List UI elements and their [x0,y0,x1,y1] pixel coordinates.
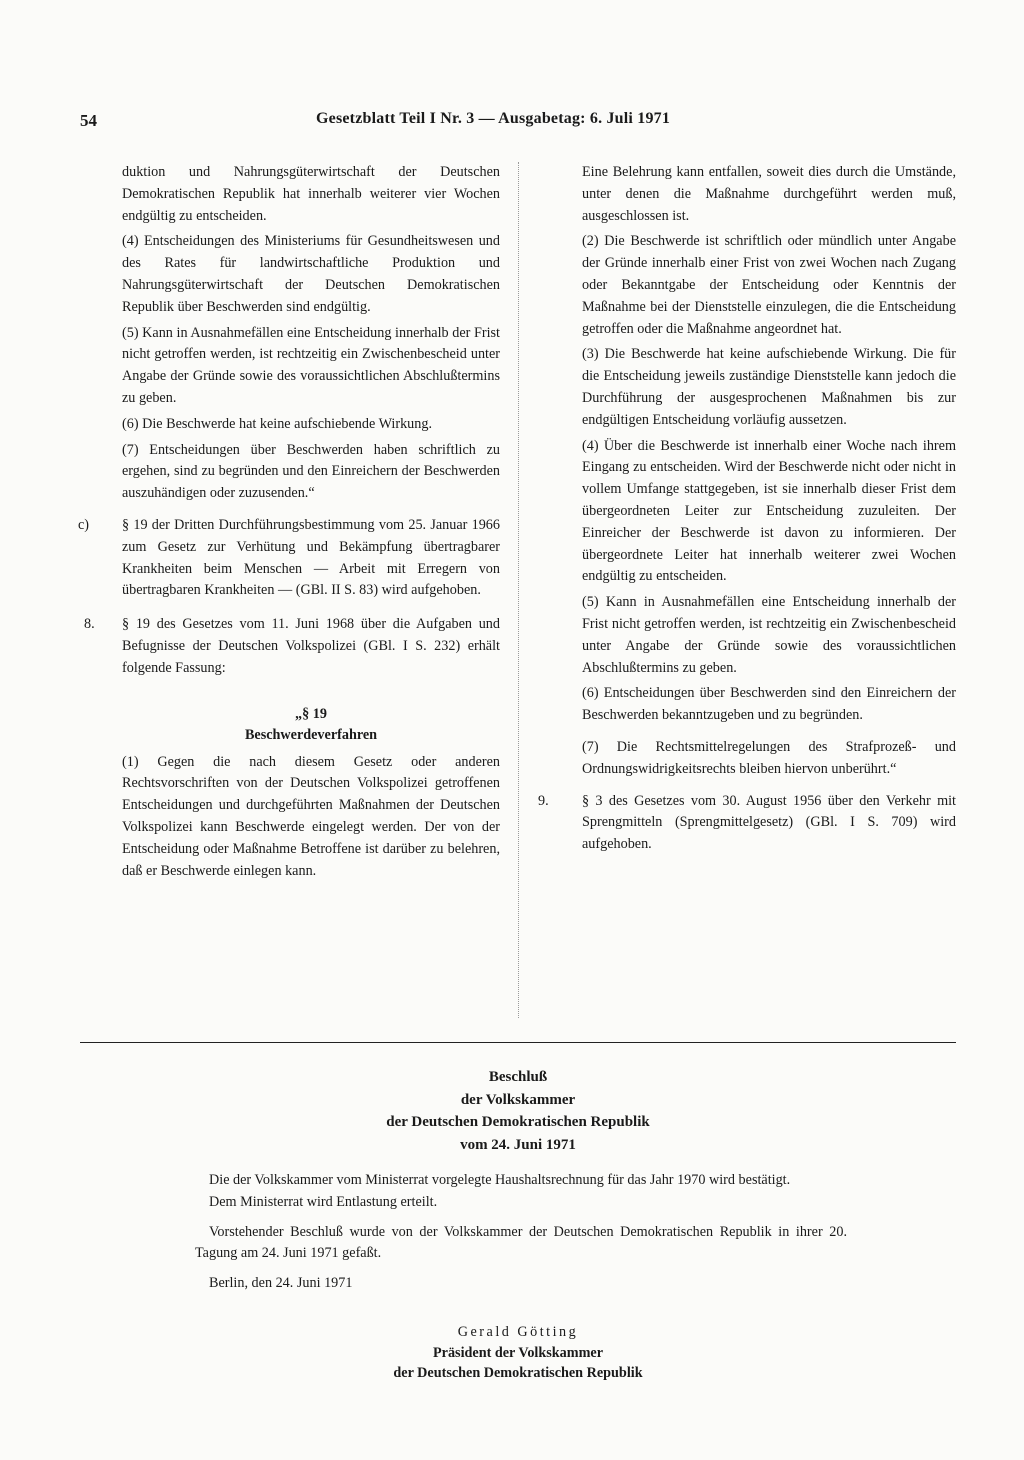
place-date: Berlin, den 24. Juni 1971 [209,1275,353,1292]
paragraph-4: (4) Entscheidungen des Ministeriums für Gesundheitswesen und des Rates für landwirtschaftliche Produktion und Nahrungsgüterwirtschaft der Deutschen Demokratischen Republik über Beschwerden sind endgültig. [122,233,500,315]
running-title: Gesetzblatt Teil I Nr. 3 — Ausgabetag: 6. Juli 1971 [316,110,671,127]
signatory-title-continued: der Deutschen Demokratischen Republik [393,1365,643,1381]
resolution-body-name: der Volkskammer [460,1091,576,1108]
paragraph-s1: (1) Gegen die nach diesem Gesetz oder anderen Rechtsvorschriften von der Deutschen Volkspolizei getroffenen Entscheidungen und durchgeführten Maßnahmen der Deutschen Volkspolizei kann Beschwerde eingelegt werden. Der von der Entscheidung oder Maßnahme Betroffene ist darüber zu belehren, daß er Beschwerde einlegen kann. [122,753,500,879]
section-heading [122,704,500,746]
list-item-text: § 3 des Gesetzes vom 30. August 1956 über den Verkehr mit Sprengmitteln (Sprengmittelgesetz) (GBl. I S. 709) wird aufgehoben. [582,792,956,853]
left-column [78,162,500,886]
paragraph-s6: (6) Entscheidungen über Beschwerden sind den Einreichern der Beschwerden bekanntzugeben und zu begründen. [582,685,956,724]
paragraph-s3: (3) Die Beschwerde hat keine aufschiebende Wirkung. Die für die Entscheidung jeweils zuständige Dienststelle kann jedoch die Durchführung der ausgesprochenen Maßnahmen bis zur endgültigen Entscheidung vorläufig aussetzen. [582,346,956,428]
section-divider [80,1042,956,1043]
paragraph-7: (7) Entscheidungen über Beschwerden haben schriftlich zu ergehen, sind zu begründen und den Einreichern der Beschwerden auszuhändigen oder zuzusenden.“ [122,441,500,502]
resolution-paragraph-2: Dem Ministerrat wird Entlastung erteilt. [209,1193,438,1210]
list-marker: c) [78,516,90,533]
paragraph-s5: (5) Kann in Ausnahmefällen eine Entscheidung innerhalb der Frist nicht getroffen werden, ist rechtzeitig ein Zwischenbescheid unter Angabe der Gründe sowie des voraussichtlichen Abschlußtermins zu geben. [582,594,956,676]
paragraph-s4: (4) Über die Beschwerde ist innerhalb einer Woche nach ihrem Eingang zu entscheiden. Wird der Beschwerde nicht oder nicht in vollem Umfange stattgegeben, ist sie innerhalb dieser Frist dem übergeordneten Leiter zur Entscheidung zuzuleiten. Der Einreicher der Beschwerde ist davon zu informieren. Der übergeordnete Leiter hat innerhalb weiterer zwei Wochen endgültig zu entscheiden. [582,437,956,585]
page-number: 54 [80,111,97,130]
signatory-name: Gerald Götting [457,1324,579,1340]
list-item-c [78,515,500,602]
signature-block [80,1322,956,1384]
paragraph-continued: Eine Belehrung kann entfallen, soweit dies durch die Umstände, unter denen die Maßnahme durchgeführt werden muß, ausgeschlossen ist. [582,164,956,224]
resolution-state-name: der Deutschen Demokratischen Republik [386,1114,650,1130]
resolution-paragraph-3: Vorstehender Beschluß wurde von der Volkskammer der Deutschen Demokratischen Republik in ihrer 20. Tagung am 24. Juni 1971 gefaßt. [195,1223,847,1262]
resolution-date: vom 24. Juni 1971 [460,1136,576,1153]
list-item-text: § 19 der Dritten Durchführungsbestimmung vom 25. Januar 1966 zum Gesetz zur Verhütung und Bekämpfung übertragbarer Krankheiten beim Menschen — Arbeit mit Erregern von übertragbaren Krankheiten — (GBl. II S. 83) wird aufgehoben. [122,516,500,599]
list-marker: 9. [538,792,549,809]
resolution-body [195,1170,847,1295]
right-column [538,162,956,862]
signatory-title: Präsident der Volkskammer [433,1344,603,1361]
resolution-heading [80,1066,956,1156]
section-number: „§ 19 [295,705,327,722]
resolution-title: Beschluß [488,1069,548,1085]
paragraph-s2: (2) Die Beschwerde ist schriftlich oder mündlich unter Angabe der Gründe innerhalb einer Frist von zwei Wochen nach Zugang oder Bekanntgabe der Entscheidung oder Kenntnis der Maßnahme bei der Dienststelle einzulegen, die die Entscheidung getroffen oder die Maßnahme angeordnet hat. [582,233,956,337]
resolution-paragraph-1: Die der Volkskammer vom Ministerrat vorgelegte Haushaltsrechnung für das Jahr 1970 wird bestätigt. [209,1172,791,1188]
list-item-text: § 19 des Gesetzes vom 11. Juni 1968 über die Aufgaben und Befugnisse der Deutschen Volkspolizei (GBl. I S. 232) erhält folgende Fassung: [122,616,500,676]
paragraph-6: (6) Die Beschwerde hat keine aufschiebende Wirkung. [122,415,432,432]
list-item-8 [84,614,500,679]
section-title: Beschwerdeverfahren [244,726,378,743]
column-divider [518,162,519,1018]
paragraph-s7: (7) Die Rechtsmittelregelungen des Strafprozeß- und Ordnungswidrigkeitsrechts bleiben hiervon unberührt.“ [582,738,956,777]
list-item-9 [538,791,956,856]
list-marker: 8. [84,616,95,633]
paragraph-5: (5) Kann in Ausnahmefällen eine Entscheidung innerhalb der Frist nicht getroffen werden, ist rechtzeitig ein Zwischenbescheid unter Angabe der Gründe sowie des voraussichtlichen Abschlußtermins zu geben. [122,324,500,406]
paragraph-continued: duktion und Nahrungsgüterwirtschaft der Deutschen Demokratischen Republik hat innerhalb weiterer vier Wochen endgültig zu entscheiden. [122,164,500,224]
